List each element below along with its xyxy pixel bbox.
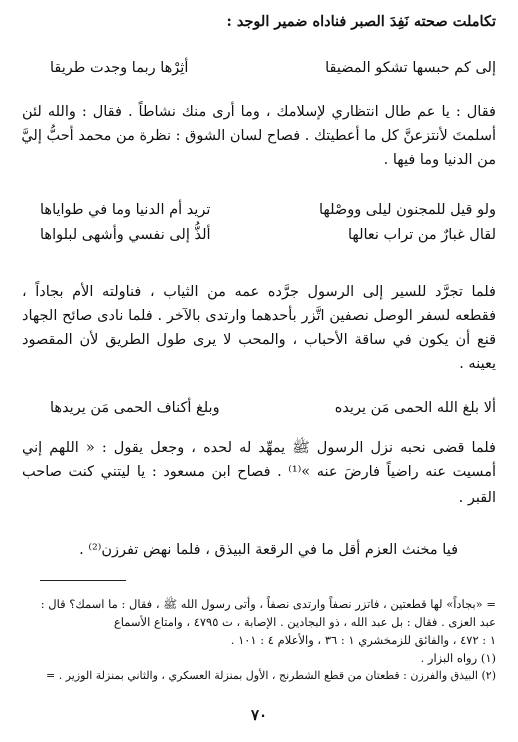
verse2-line2-right: لقال غبارٌ من تراب نعالها: [347, 227, 496, 243]
footnote-line: عبد العزى . فقال : بل عبد الله ، ذو البجادين . الإصابة ، ت ٤٧٩٥ ، وامتاع الأسماع: [113, 615, 496, 629]
verse3-hemistich-left: وبلغ أكناف الحمى مَن يريدها: [50, 400, 220, 416]
footnote-line: = «بجاداً» لها قطعتين ، فاتزر نصفاً وارتدى نصفاً ، وأتى رسول الله ﷺ ، فقال : ما اسمك؟ قال :: [40, 597, 496, 611]
verse2-line1-right: ولو قيل للمجنون ليلى ووصْلها: [318, 202, 496, 218]
paragraph-line: فقال : يا عم طال انتظاري لإسلامك ، وما أرى منك نشاطاً . فقال : والله لئن: [22, 104, 496, 120]
paragraph-line: من الدنيا وما فيها .: [383, 152, 496, 168]
paragraph-line: القبر .: [458, 490, 496, 506]
paragraph-line: فيا مخنث العزم أقل ما في الرقعة البيذق ، فلما نهض تفرزن⁽²⁾ .: [79, 542, 458, 558]
intro-line: تكاملت صحته نَفِدَ الصبر فناداه ضمير الوجد :: [226, 13, 496, 30]
paragraph-line: فقطعه لسفر الوصل نصفين اتَّزر بأحدهما وارتدى بالآخر . فلما نادى صائح الجهاد: [22, 308, 496, 324]
footnote-line: (١) رواه البزار .: [420, 651, 496, 665]
paragraph-line: فلما تجرَّد للسير إلى الرسول جرَّده عمه من الثياب ، فناولته الأم بجاداً ،: [22, 284, 496, 300]
footnote-divider: [40, 580, 126, 581]
verse1-hemistich-left: أثِرْها ربما وجدت طريقا: [50, 60, 189, 76]
paragraph-line: يعينه .: [459, 356, 496, 372]
paragraph-line: قنع أن يكون في ساقة الأحباب ، والمحب لا يرى طول الطريق لأن المقصود: [22, 332, 496, 348]
verse2-line1-left: تريد أم الدنيا وما في طواياها: [40, 202, 211, 218]
page-number: ٧٠: [250, 706, 268, 724]
verse1-hemistich-right: إلى كم حبسها تشكو المضيقا: [325, 60, 496, 76]
paragraph-line: فلما قضى نحبه نزل الرسول ﷺ يمهِّد له لحده ، وجعل يقول : « اللهم إني: [22, 440, 496, 456]
footnote-line: (٢) البيذق والفرزن : قطعتان من قطع الشطرنج ، الأول بمنزلة العسكري ، والثاني بمنزلة الوزير . =: [46, 669, 496, 682]
verse2-line2-left: ألذُّ إلى نفسي وأشهى لبلواها: [40, 227, 211, 243]
verse3-hemistich-right: ألا بلغ الله الحمى مَن يريده: [334, 400, 496, 416]
paragraph-line: أمسيت عنه راضياً فارضَ عنه »⁽¹⁾ . فصاح ابن مسعود : يا ليتني كنت صاحب: [22, 464, 496, 480]
footnote-line: ١ : ٤٧٢ ، والفائق للزمخشري ١ : ٣٦ ، والأعلام ٤ : ١٠١ .: [230, 633, 496, 647]
paragraph-line: أسلمتَ لأنتزعنَّ كل ما أعطيتك . فصاح لسان الشوق : نظرة من محمد أحبُّ إليَّ: [21, 128, 496, 144]
